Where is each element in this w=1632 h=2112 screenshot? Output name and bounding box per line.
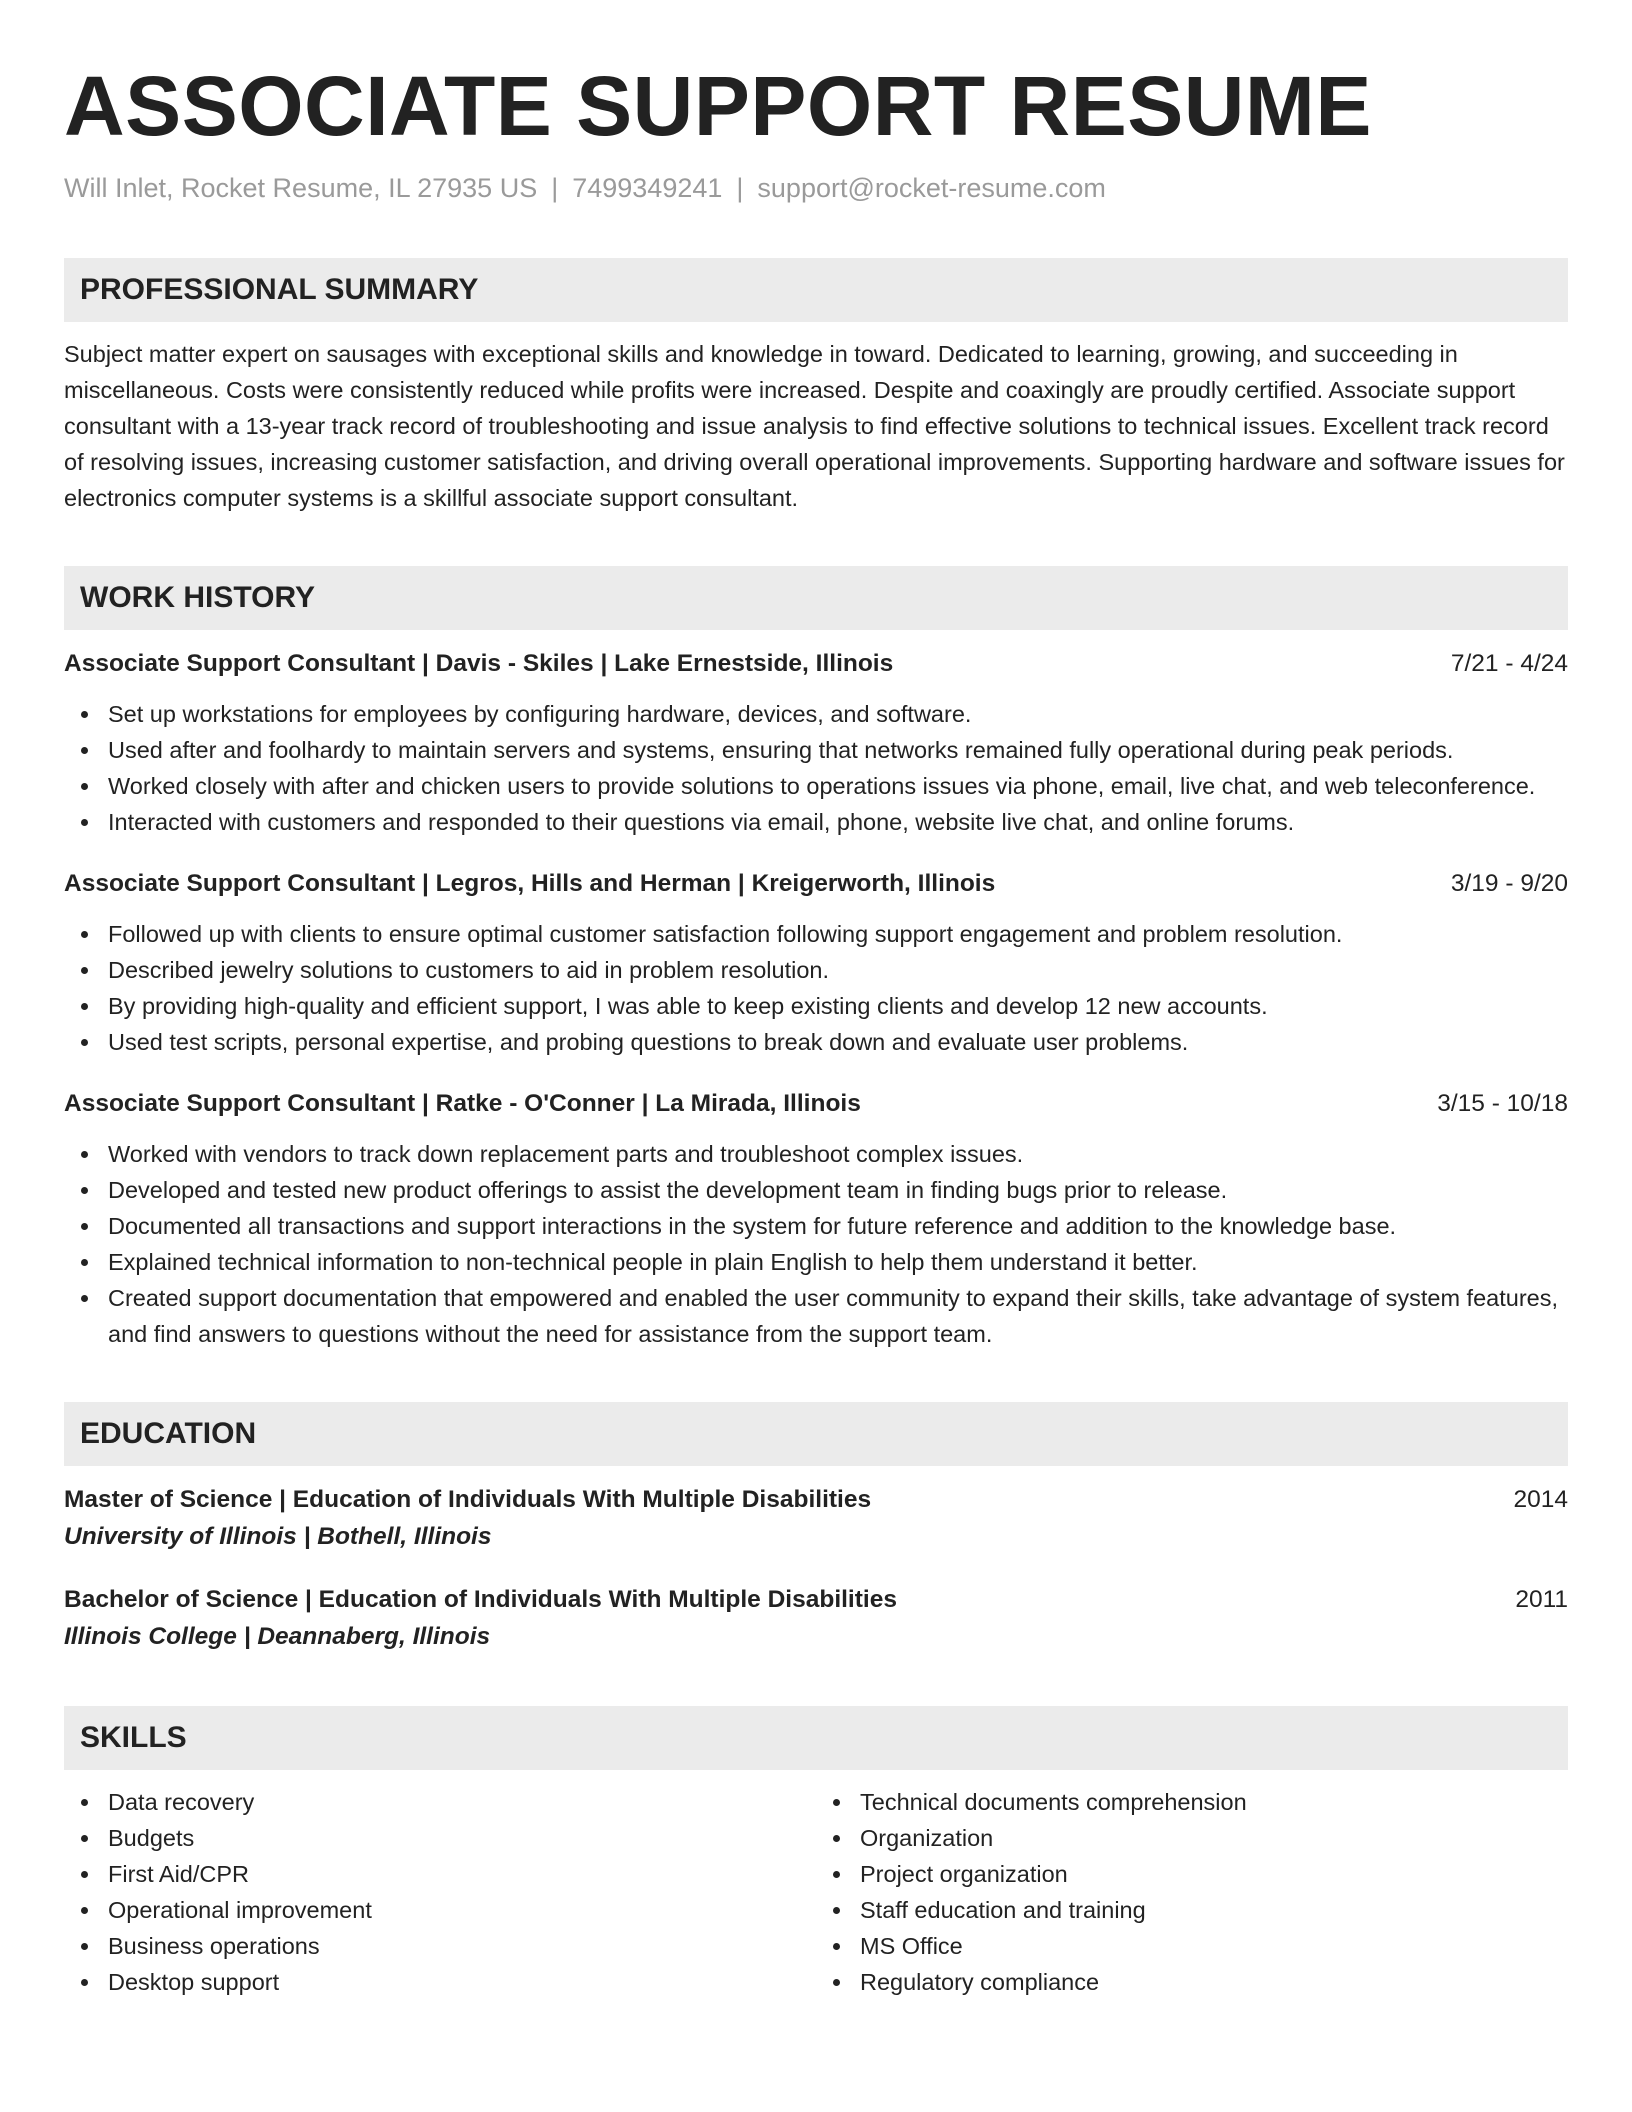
contact-line <box>64 170 1568 206</box>
skill-item: Staff education and training <box>816 1892 1568 1928</box>
job-bullets <box>64 696 1568 840</box>
job-bullets <box>64 916 1568 1060</box>
job-bullet: Set up workstations for employees by configuring hardware, devices, and software. <box>64 696 1568 732</box>
job-bullet: Used after and foolhardy to maintain servers and systems, ensuring that networks remained fully operational during peak periods. <box>64 732 1568 768</box>
contact-email: support@rocket-resume.com <box>757 173 1106 203</box>
job-bullet: Documented all transactions and support interactions in the system for future reference and addition to the knowledge base. <box>64 1208 1568 1244</box>
section-heading-skills: SKILLS <box>64 1706 1568 1770</box>
education-entry <box>64 1582 1568 1656</box>
skill-item: Desktop support <box>64 1964 816 2000</box>
job-bullet: By providing high-quality and efficient support, I was able to keep existing clients and develop 12 new accounts. <box>64 988 1568 1024</box>
job-title: Associate Support Consultant | Davis - Skiles | Lake Ernestside, Illinois <box>64 650 894 677</box>
job-title: Associate Support Consultant | Legros, Hills and Herman | Kreigerworth, Illinois <box>64 870 996 897</box>
job-bullet: Explained technical information to non-technical people in plain English to help them understand it better. <box>64 1244 1568 1280</box>
skill-item: Operational improvement <box>64 1892 816 1928</box>
skills-column-left <box>64 1784 816 2000</box>
summary-text: Subject matter expert on sausages with exceptional skills and knowledge in toward. Dedicated to learning, growing, and succeeding in miscellaneous. Costs were consistently reduced while profits were increased. Despite and coaxingly are proudly certified. Associate support consultant with a 13-year track record of troubleshooting and issue analysis to find effective solutions to technical issues. Excellent track record of resolving issues, increasing customer satisfaction, and driving overall operational improvements. Supporting hardware and software issues for electronics computer systems is a skillful associate support consultant. <box>64 341 1565 511</box>
job-bullet: Created support documentation that empowered and enabled the user community to expand their skills, take advantage of system features, and find answers to questions without the need for assistance from the support team. <box>64 1280 1568 1352</box>
job-bullet: Used test scripts, personal expertise, and probing questions to break down and evaluate user problems. <box>64 1024 1568 1060</box>
job-bullets <box>64 1136 1568 1352</box>
skills-list <box>64 1784 1568 2000</box>
skill-item: Regulatory compliance <box>816 1964 1568 2000</box>
education-year: 2011 <box>1515 1586 1568 1613</box>
contact-phone: 7499349241 <box>572 173 723 203</box>
skill-item: Technical documents comprehension <box>816 1784 1568 1820</box>
contact-separator: | <box>736 173 744 203</box>
skill-item: Data recovery <box>64 1784 816 1820</box>
section-heading-work-history: WORK HISTORY <box>64 566 1568 630</box>
job-title: Associate Support Consultant | Ratke - O'Conner | La Mirada, Illinois <box>64 1090 861 1117</box>
skills-column-right <box>816 1784 1568 2000</box>
job-bullet: Interacted with customers and responded to their questions via email, phone, website live chat, and online forums. <box>64 804 1568 840</box>
skill-item: First Aid/CPR <box>64 1856 816 1892</box>
education-degree: Master of Science | Education of Individuals With Multiple Disabilities <box>64 1486 872 1513</box>
education-year: 2014 <box>1513 1486 1568 1513</box>
job-bullet: Worked with vendors to track down replacement parts and troubleshoot complex issues. <box>64 1136 1568 1172</box>
job-bullet: Described jewelry solutions to customers to aid in problem resolution. <box>64 952 1568 988</box>
job-bullet: Developed and tested new product offerings to assist the development team in finding bugs prior to release. <box>64 1172 1568 1208</box>
job-dates: 7/21 - 4/24 <box>1450 650 1568 677</box>
job-bullet: Worked closely with after and chicken users to provide solutions to operations issues via phone, email, live chat, and web teleconference. <box>64 768 1568 804</box>
job-entry <box>64 646 1568 840</box>
job-entry <box>64 1086 1568 1352</box>
job-bullet: Followed up with clients to ensure optimal customer satisfaction following support engagement and problem resolution. <box>64 916 1568 952</box>
skill-item: Project organization <box>816 1856 1568 1892</box>
section-heading-education: EDUCATION <box>64 1402 1568 1466</box>
skill-item: Organization <box>816 1820 1568 1856</box>
skill-item: Business operations <box>64 1928 816 1964</box>
skill-item: Budgets <box>64 1820 816 1856</box>
contact-address: Will Inlet, Rocket Resume, IL 27935 US <box>64 173 538 203</box>
education-degree: Bachelor of Science | Education of Individuals With Multiple Disabilities <box>64 1586 897 1613</box>
job-dates: 3/19 - 9/20 <box>1450 870 1568 897</box>
resume-title: ASSOCIATE SUPPORT RESUME <box>64 59 1372 153</box>
section-heading-summary: PROFESSIONAL SUMMARY <box>64 258 1568 322</box>
education-entry <box>64 1482 1568 1556</box>
education-school: Illinois College | Deannaberg, Illinois <box>64 1623 491 1650</box>
skill-item: MS Office <box>816 1928 1568 1964</box>
job-dates: 3/15 - 10/18 <box>1437 1090 1568 1117</box>
education-school: University of Illinois | Bothell, Illinois <box>64 1523 492 1550</box>
job-entry <box>64 866 1568 1060</box>
contact-separator: | <box>551 173 559 203</box>
